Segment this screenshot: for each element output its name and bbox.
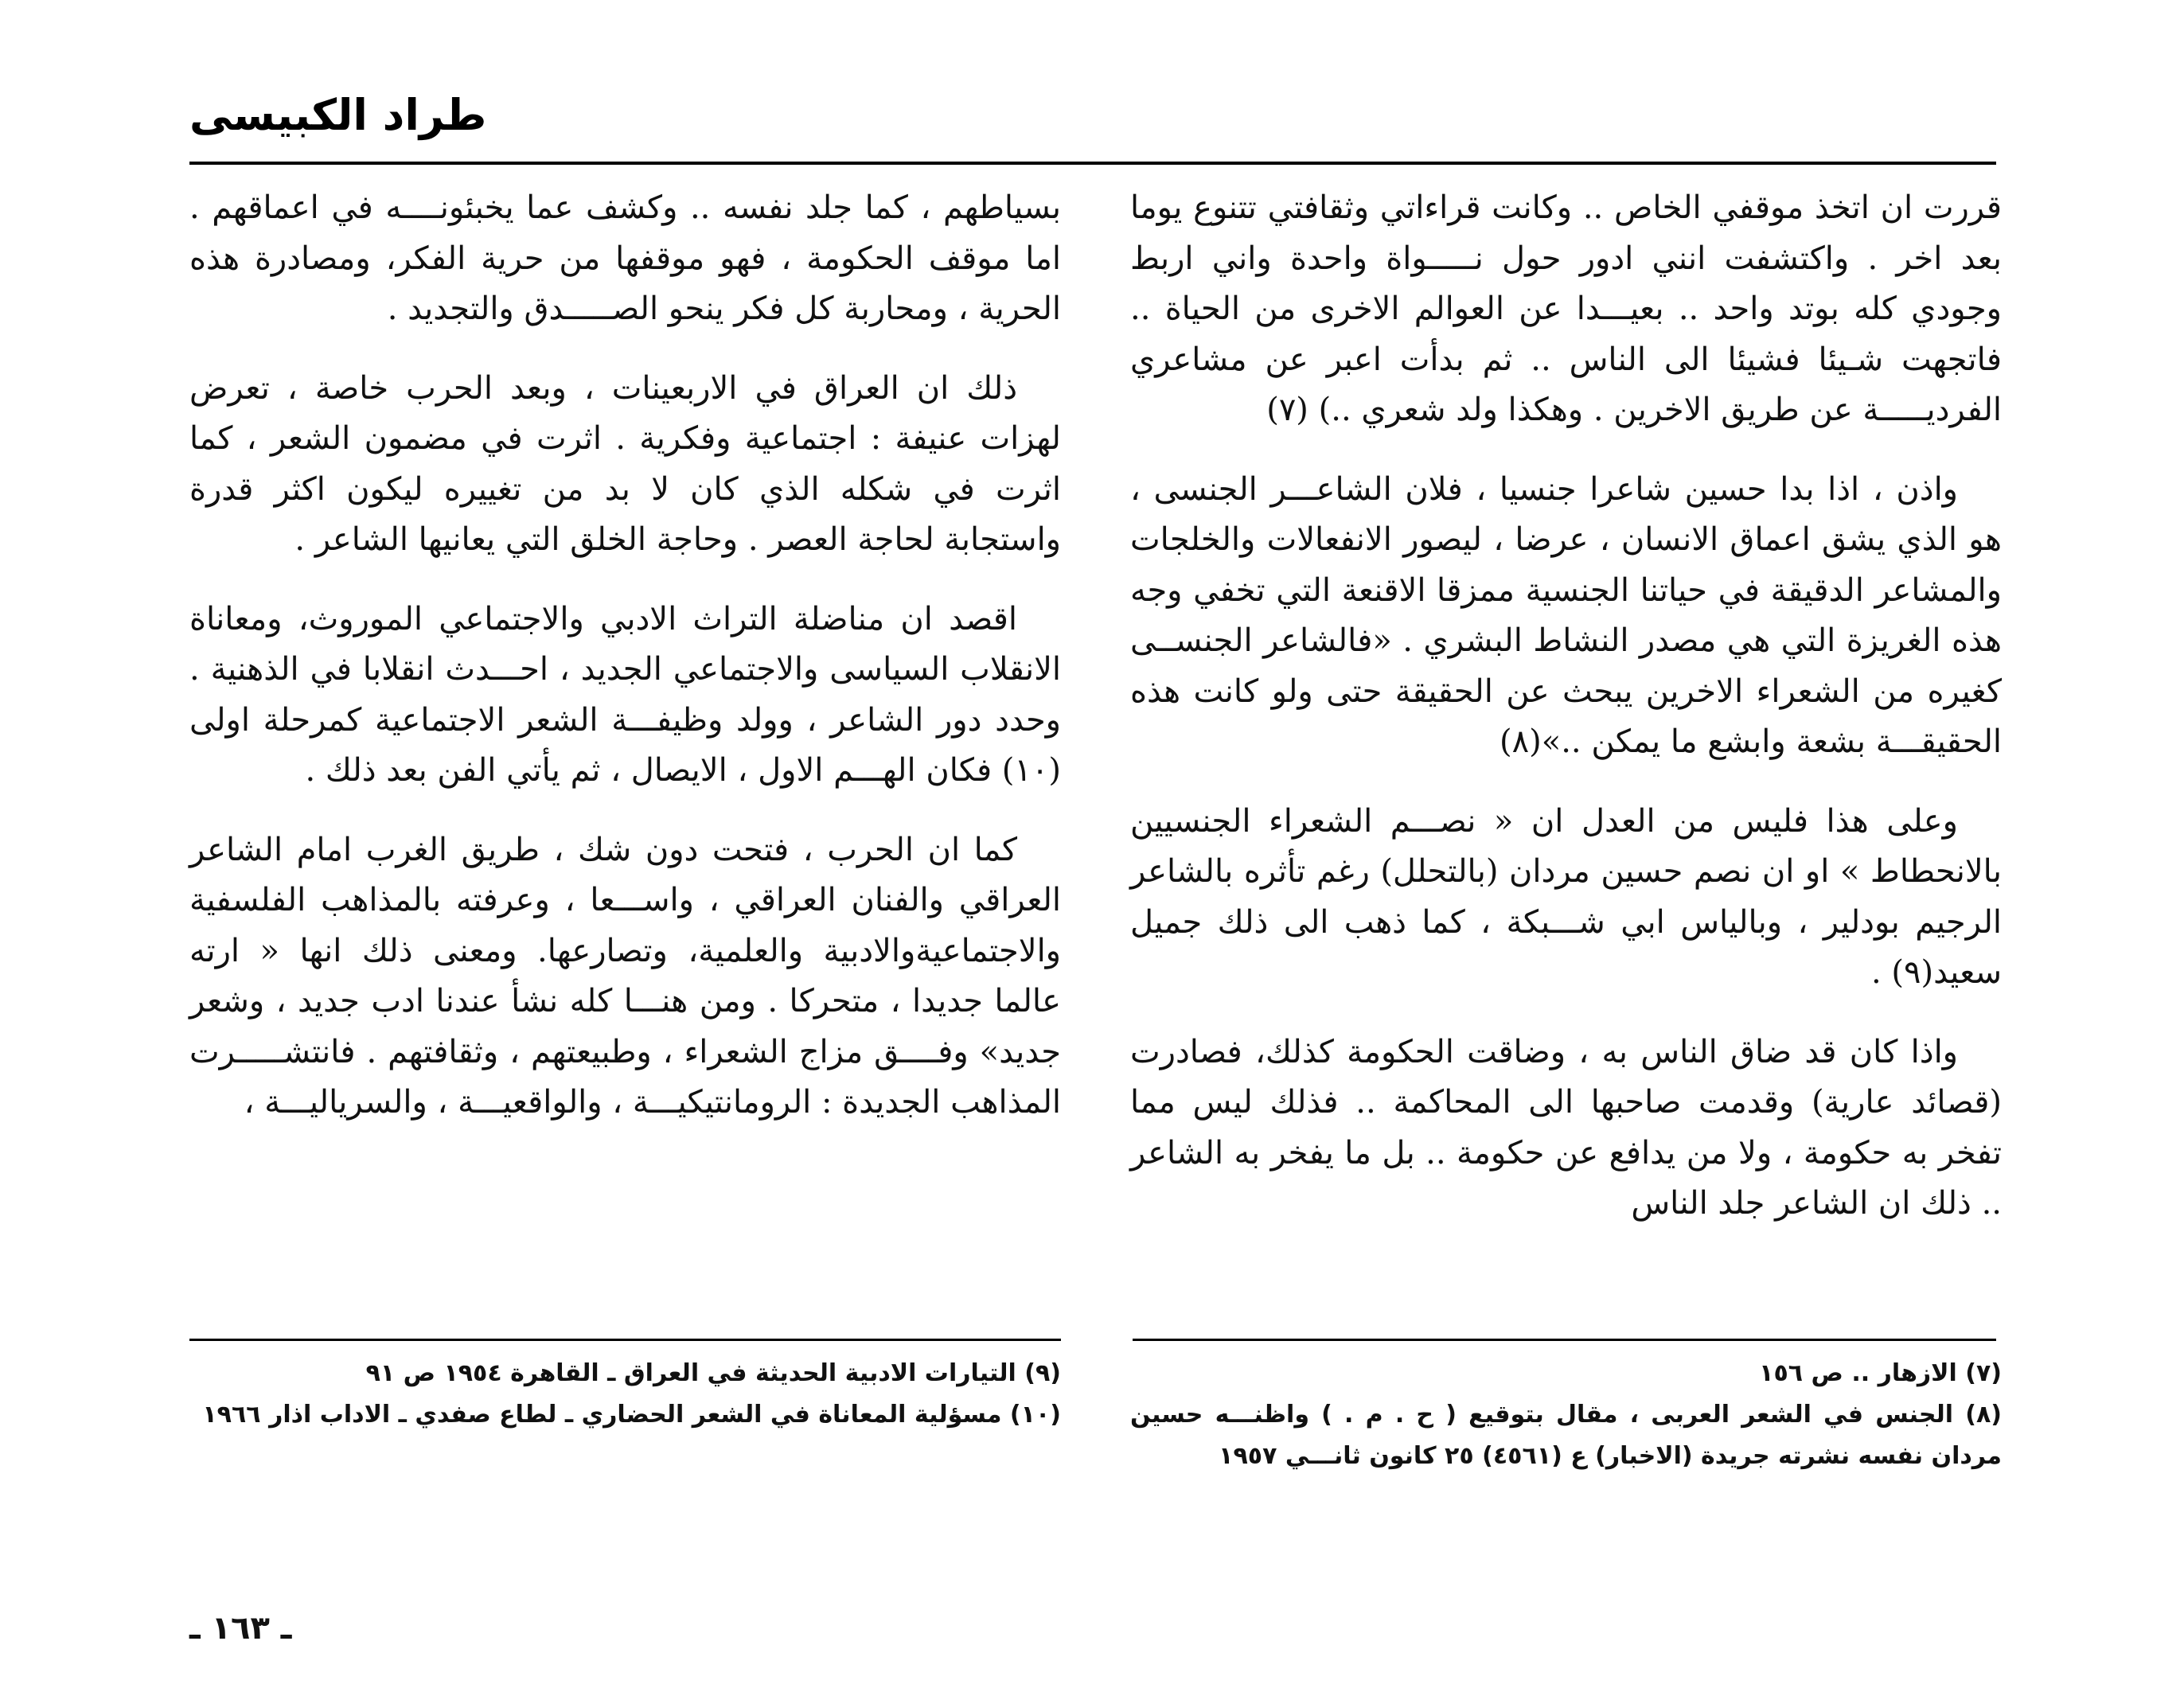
footnote: (٩) التيارات الادبية الحديثة في العراق ـ القاهرة ١٩٥٤ ص ٩١ xyxy=(365,1359,1061,1387)
running-header-author: طراد الكبيسى xyxy=(189,90,487,140)
page-number: ـ ١٦٣ ـ xyxy=(189,1610,292,1647)
footnote-rule-right xyxy=(1133,1339,1996,1341)
footnote: (٧) الازهار .. ص ١٥٦ xyxy=(1759,1359,2002,1387)
paragraph: اقصد ان مناضلة التراث الادبي والاجتماعي الموروث، ومعاناة الانقلاب السياسى والاجتماعي الجديد ، احـــدث انقلابا في الذهنية . وحدد دور الشاعر ، وولد وظيفـــة الشعر الاجتماعية كمرحلة اولى (١٠) فكان الهـــم الاول ، الايصال ، ثم يأتي الفن بعد ذلك . xyxy=(189,600,1061,789)
right-text-column xyxy=(1130,183,2002,1258)
paragraph: بسياطهم ، كما جلد نفسه .. وكشف عما يخبئونــــه في اعماقهم . اما موقف الحكومة ، فهو موقفها من حرية الفكر، ومصادرة هذه الحرية ، ومحاربة كل فكر ينحو الصـــــدق والتجديد . xyxy=(189,189,1061,327)
paragraph: ذلك ان العراق في الاربعينات ، وبعد الحرب خاصة ، تعرض لهزات عنيفة : اجتماعية وفكرية . اثرت في مضمون الشعر ، كما اثرت في شكله الذي كان لا بد من تغييره ليكون اكثر قدرة واستجابة لحاجة العصر . وحاجة الخلق التي يعانيها الشاعر . xyxy=(189,369,1061,558)
paragraph: قررت ان اتخذ موقفي الخاص .. وكانت قراءاتي وثقافتي تتنوع يوما بعد اخر . واكتشفت انني ادور حول نـــــواة واحدة واني اربط وجودي كله بوتد واحد .. بعيـــدا عن العوالم الاخرى من الحياة .. فاتجهت شـيئا فشيئا الى الناس .. ثم بدأت اعبر عن مشاعري الفرديـــــة عن طريق الاخرين . وهكذا ولد شعري ..) (٧) xyxy=(1130,189,2002,428)
header-rule xyxy=(189,162,1996,165)
footnotes-left xyxy=(189,1353,1061,1436)
footnote-rule-left xyxy=(189,1339,1061,1341)
footnote: (٨) الجنس في الشعر العربى ، مقال بتوقيع ( ح . م . ) واظنـــه حسين مردان نفسه نشرته جريدة (الاخبار) ع (٤٥٦١) ٢٥ كانون ثانـــي ١٩٥٧ xyxy=(1130,1401,2002,1470)
paragraph: واذا كان قد ضاق الناس به ، وضاقت الحكومة كذلك، فصادرت (قصائد عارية) وقدمت صاحبها الى المحاكمة .. فذلك ليس مما تفخر به حكومة ، ولا من يدافع عن حكومة .. بل ما يفخر به الشاعر .. ذلك ان الشاعر جلد الناس xyxy=(1130,1033,2003,1222)
footnote: (١٠) مسؤلية المعاناة في الشعر الحضاري ـ لطاع صفدي ـ الاداب اذار ١٩٦٦ xyxy=(202,1401,1061,1429)
paragraph: كما ان الحرب ، فتحت دون شك ، طريق الغرب امام الشاعر العراقي والفنان العراقي ، واســـعا ، وعرفته بالمذاهب الفلسفية والاجتماعيةوالادبية والعلمية، وتصارعها. ومعنى ذلك انها « ارته عالما جديدا ، متحركا . ومن هنـــا كله نشأ عندنا ادب جديد ، وشعر جديد» وفــــق مزاج الشعراء ، وطبيعتهم ، وثقافتهم . فانتشـــــرت المذاهب الجديدة : الرومانتيكيـــة ، والواقعيـــة ، والسرياليـــة ، xyxy=(189,831,1061,1121)
paragraph: واذن ، اذا بدا حسين شاعرا جنسيا ، فلان الشاعـــر الجنسى ، هو الذي يشق اعماق الانسان ، عرضا ، ليصور الانفعالات والخلجات والمشاعر الدقيقة في حياتنا الجنسية ممزقا الاقنعة التي تخفي وجه هذه الغريزة التي هي مصدر النشاط البشري . «فالشاعر الجنســى كغيره من الشعراء الاخرين يبحث عن الحقيقة حتى ولو كانت هذه الحقيقـــة بشعة وابشع ما يمكن ..»(٨) xyxy=(1130,470,2002,760)
paragraph: وعلى هذا فليس من العدل ان « نصـــم الشعراء الجنسيين بالانحطاط » او ان نصم حسين مردان (بالتحلل) رغم تأثره بالشاعر الرجيم بودلير ، وبالياس ابي شـــبكة ، كما ذهب الى ذلك جميل سعيد(٩) . xyxy=(1130,802,2002,991)
footnotes-right xyxy=(1130,1353,2002,1477)
left-text-column xyxy=(189,183,1061,1157)
